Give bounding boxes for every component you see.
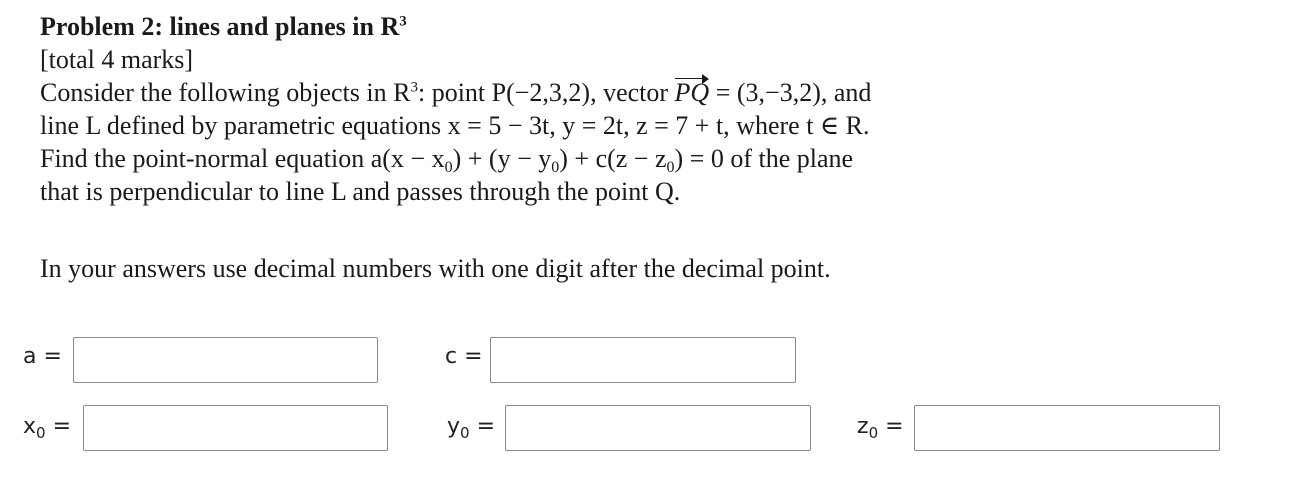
problem-title: Problem 2: lines and planes in $R^3$	[40, 12, 407, 41]
vector-pq: PQ	[674, 78, 710, 107]
problem-statement	[40, 10, 1100, 208]
a-label: a =	[23, 344, 62, 369]
y0-input[interactable]	[505, 405, 811, 451]
last-line: that is perpendicular to line L and passes through the point Q.	[40, 177, 681, 206]
y0-label: $y_0$ =	[447, 414, 496, 442]
c-label: c =	[445, 344, 483, 369]
find-line: Find the point-normal equation $a(x - x_0) + (y - y_0) + c(z - z_0) = 0$ of the plane	[40, 144, 854, 176]
a-input[interactable]	[73, 337, 378, 383]
c-input[interactable]	[490, 337, 796, 383]
x0-label: $x_0$ =	[23, 414, 72, 442]
line-definition: line L defined by parametric equations x = 5 − 3t, y = 2t, z = 7 + t, where t ∈ R.	[40, 111, 870, 140]
marks-text: [total 4 marks]	[40, 45, 194, 74]
z0-input[interactable]	[914, 405, 1220, 451]
x0-input[interactable]	[83, 405, 388, 451]
intro-line: Consider the following objects in $R^3$: point P(−2,3,2), vector PQ = (3,−3,2), and	[40, 78, 872, 107]
z0-label: $z_0$ =	[857, 414, 904, 442]
instructions-text: In your answers use decimal numbers with one digit after the decimal point.	[40, 254, 831, 283]
